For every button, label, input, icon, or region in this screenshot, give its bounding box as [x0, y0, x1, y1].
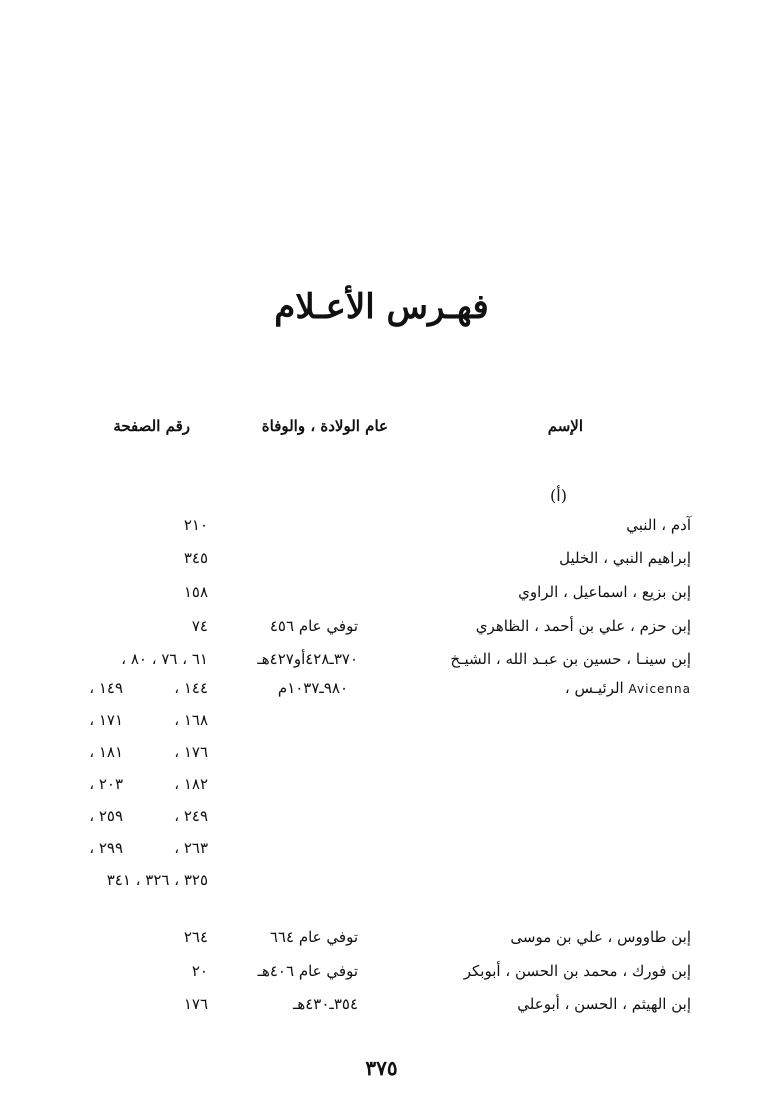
entry-name: إبراهيم النبي ، الخليل	[559, 549, 691, 567]
entry-name: إبن حزم ، علي بن أحمد ، الظاهري	[475, 617, 691, 635]
entry-pages-a: ١٦٨ ،	[174, 711, 208, 729]
entry-pages-b: ٢٥٩ ،	[89, 807, 123, 825]
entry-pages: ١٥٨	[183, 583, 208, 601]
page-title: فهـرس الأعـلام	[274, 287, 489, 327]
page-number: ٣٧٥	[365, 1056, 398, 1080]
entry-pages-a: ٢٦٣ ،	[174, 839, 208, 857]
pages-continuation	[0, 865, 763, 895]
index-entry-ibn-sina	[0, 644, 763, 674]
entry-pages-a: ٢٤٩ ،	[174, 807, 208, 825]
index-entry	[0, 510, 763, 540]
section-letter: (أ)	[550, 486, 567, 505]
entry-name-line2	[565, 673, 691, 704]
entry-dates-line2: ٩٨٠ـ١٠٣٧م	[277, 679, 348, 697]
entry-name: إبن فورك ، محمد بن الحسن ، أبوبكر	[463, 962, 691, 980]
index-entry-ibn-sina-cont	[0, 673, 763, 703]
index-entry	[0, 989, 763, 1019]
entry-pages-a: ١٨٢ ،	[174, 775, 208, 793]
column-header-dates: عام الولادة ، والوفاة	[261, 417, 388, 435]
entry-pages-a: ١٤٤ ،	[174, 679, 208, 697]
entry-dates: توفي عام ٤٠٦هـ	[257, 962, 358, 980]
index-entry	[0, 611, 763, 641]
entry-pages-b: ٢٠٣ ،	[89, 775, 123, 793]
entry-name: إبن الهيثم ، الحسن ، أبوعلي	[517, 995, 691, 1013]
entry-pages-a: ٣٢٥ ، ٣٢٦ ، ٣٤١	[106, 871, 208, 889]
entry-pages: ٢١٠	[183, 516, 208, 534]
entry-name-line1: إبن سينـا ، حسين بن عبـد الله ، الشيـخ	[450, 650, 691, 668]
entry-dates-line1: ٣٧٠ـ٤٢٨أو٤٢٧هـ	[257, 650, 358, 668]
entry-pages-b: ١٤٩ ،	[89, 679, 123, 697]
entry-dates: توفي عام ٤٥٦	[269, 617, 358, 635]
entry-pages-b: ١٨١ ،	[89, 743, 123, 761]
entry-name-arabic: الرئيـس ،	[564, 679, 624, 697]
column-header-pages: رقم الصفحة	[113, 417, 190, 435]
pages-continuation	[0, 769, 763, 799]
entry-name: آدم ، النبي	[626, 516, 691, 534]
entry-pages-a: ١٧٦ ،	[174, 743, 208, 761]
index-entry	[0, 956, 763, 986]
entry-pages: ٢٦٤	[183, 928, 208, 946]
pages-continuation	[0, 833, 763, 863]
entry-dates: توفي عام ٦٦٤	[269, 928, 358, 946]
pages-continuation	[0, 801, 763, 831]
entry-name: إبن بزيع ، اسماعيل ، الراوي	[518, 583, 691, 601]
entry-name: إبن طاووس ، علي بن موسى	[510, 928, 691, 946]
index-entry	[0, 577, 763, 607]
entry-pages: ٢٠	[191, 962, 208, 980]
entry-pages: ١٧٦	[183, 995, 208, 1013]
index-entry	[0, 543, 763, 573]
entry-pages: ٦١ ، ٧٦ ، ٨٠ ،	[121, 650, 208, 668]
pages-continuation	[0, 737, 763, 767]
entry-pages-b: ١٧١ ،	[89, 711, 123, 729]
column-header-name: الإسم	[547, 417, 583, 435]
pages-continuation	[0, 705, 763, 735]
entry-pages: ٧٤	[191, 617, 208, 635]
entry-pages-b: ٢٩٩ ،	[89, 839, 123, 857]
entry-dates: ٣٥٤ـ٤٣٠هـ	[292, 995, 358, 1013]
index-entry	[0, 922, 763, 952]
entry-pages: ٣٤٥	[183, 549, 208, 567]
entry-name-latin: Avicenna	[628, 682, 691, 696]
